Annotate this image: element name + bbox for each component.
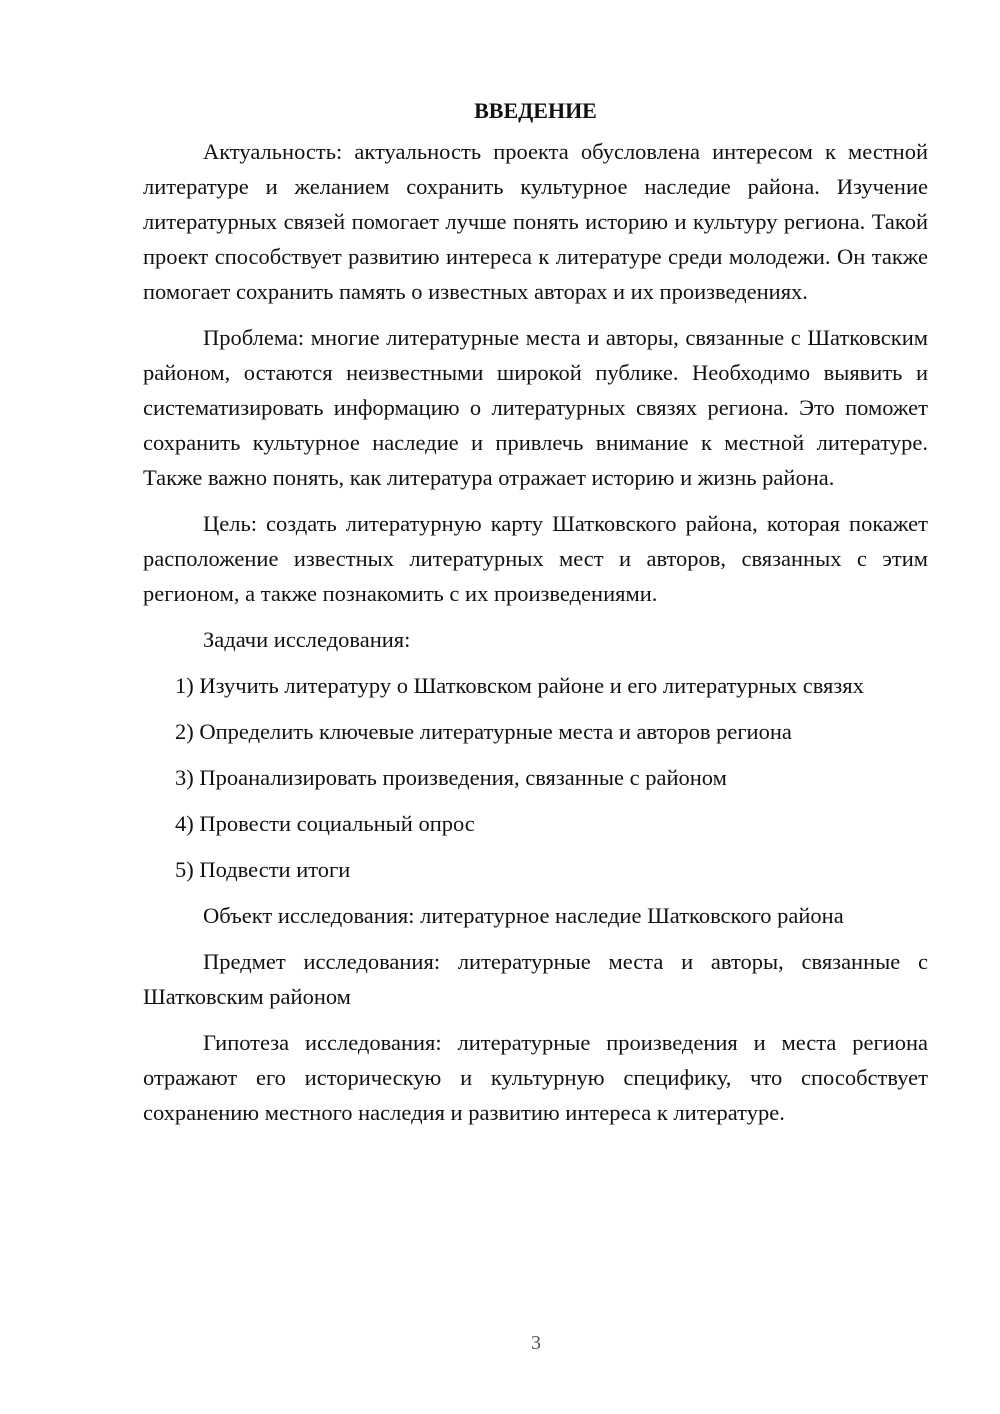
list-item: 2) Определить ключевые литературные места и авторов региона (175, 719, 792, 744)
page-number: 3 (531, 1332, 541, 1354)
relevance-paragraph: Актуальность: актуальность проекта обусловлена интересом к местной литературе и желанием сохранить культурное наследие района. Изучение литературных связей помогает лучше понять историю и культуру региона. Такой проект способствует развитию интереса к литературе среди молодежи. Он также помогает сохранить память о известных авторах и их произведениях. (143, 139, 928, 304)
goal-paragraph: Цель: создать литературную карту Шатковского района, которая покажет расположение известных литературных мест и авторов, связанных с этим регионом, а также познакомить с их произведениями. (143, 511, 928, 606)
list-item: 4) Провести социальный опрос (175, 811, 475, 836)
tasks-title: Задачи исследования: (203, 627, 411, 652)
object-paragraph: Объект исследования: литературное наследие Шатковского района (203, 903, 844, 928)
page-title: ВВЕДЕНИЕ (474, 98, 597, 123)
problem-paragraph: Проблема: многие литературные места и авторы, связанные с Шатковским районом, остаются неизвестными широкой публике. Необходимо выявить и систематизировать информацию о литературных связях региона. Это поможет сохранить культурное наследие и привлечь внимание к местной литературе. Также важно понять, как литература отражает историю и жизнь района. (143, 325, 928, 490)
tasks-list (143, 668, 928, 887)
subject-paragraph: Предмет исследования: литературные места и авторы, связанные с Шатковским районом (143, 949, 928, 1009)
hypothesis-paragraph: Гипотеза исследования: литературные произведения и места региона отражают его историческую и культурную специфику, что способствует сохранению местного наследия и развитию интереса к литературе. (143, 1030, 928, 1125)
list-item: 1) Изучить литературу о Шатковском районе и его литературных связях (175, 673, 864, 698)
list-item: 5) Подвести итоги (175, 857, 351, 882)
list-item: 3) Проанализировать произведения, связанные с районом (175, 765, 727, 790)
document-body (143, 96, 928, 1141)
